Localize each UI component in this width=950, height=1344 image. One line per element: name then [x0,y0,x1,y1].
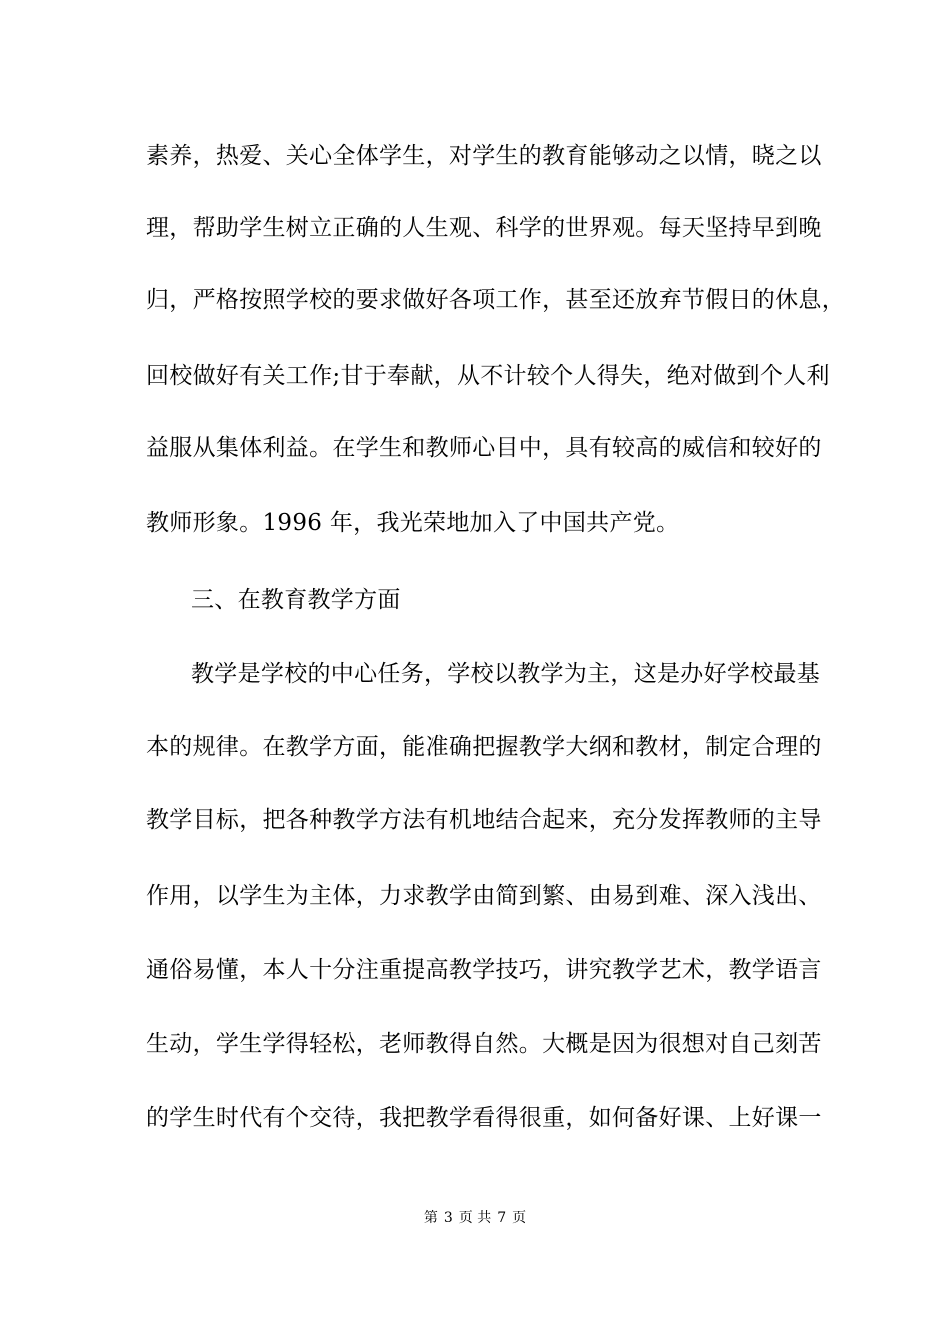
paragraph-line: 教学目标，把各种教学方法有机地结合起来，充分发挥教师的主导 [146,807,822,833]
paragraph-line: 生动，学生学得轻松，老师教得自然。大概是因为很想对自己刻苦 [146,1031,822,1057]
paragraph-line: 作用，以学生为主体，力求教学由简到繁、由易到难、深入浅出、 [146,883,822,909]
paragraph-line: 通俗易懂，本人十分注重提高教学技巧，讲究教学艺术，教学语言 [146,957,822,983]
paragraph-line: 教师形象。1996 年，我光荣地加入了中国共产党。 [146,510,680,536]
footer-mid: 页 共 [458,1210,492,1226]
paragraph-line: 归，严格按照学校的要求做好各项工作，甚至还放弃节假日的休息， [146,287,845,313]
paragraph-line: 益服从集体利益。在学生和教师心目中，具有较高的威信和较好的 [146,435,822,461]
paragraph-line: 的学生时代有个交待，我把教学看得很重，如何备好课、上好课一 [146,1105,822,1131]
page-footer [0,1208,950,1228]
footer-current-page: 3 [443,1210,453,1226]
footer-suffix: 页 [512,1210,527,1226]
paragraph-line: 本的规律。在教学方面，能准确把握教学大纲和教材，制定合理的 [146,734,822,760]
paragraph-line: 理，帮助学生树立正确的人生观、科学的世界观。每天坚持早到晚 [146,215,822,241]
paragraph-line: 回校做好有关工作;甘于奉献，从不计较个人得失，绝对做到个人利 [146,363,830,389]
footer-prefix: 第 [423,1210,438,1226]
paragraph-line: 教学是学校的中心任务，学校以教学为主，这是办好学校最基 [191,661,821,687]
paragraph-line: 素养，热爱、关心全体学生，对学生的教育能够动之以情，晓之以 [146,143,822,169]
footer-total-pages: 7 [497,1210,507,1226]
section-heading: 三、在教育教学方面 [191,587,401,613]
